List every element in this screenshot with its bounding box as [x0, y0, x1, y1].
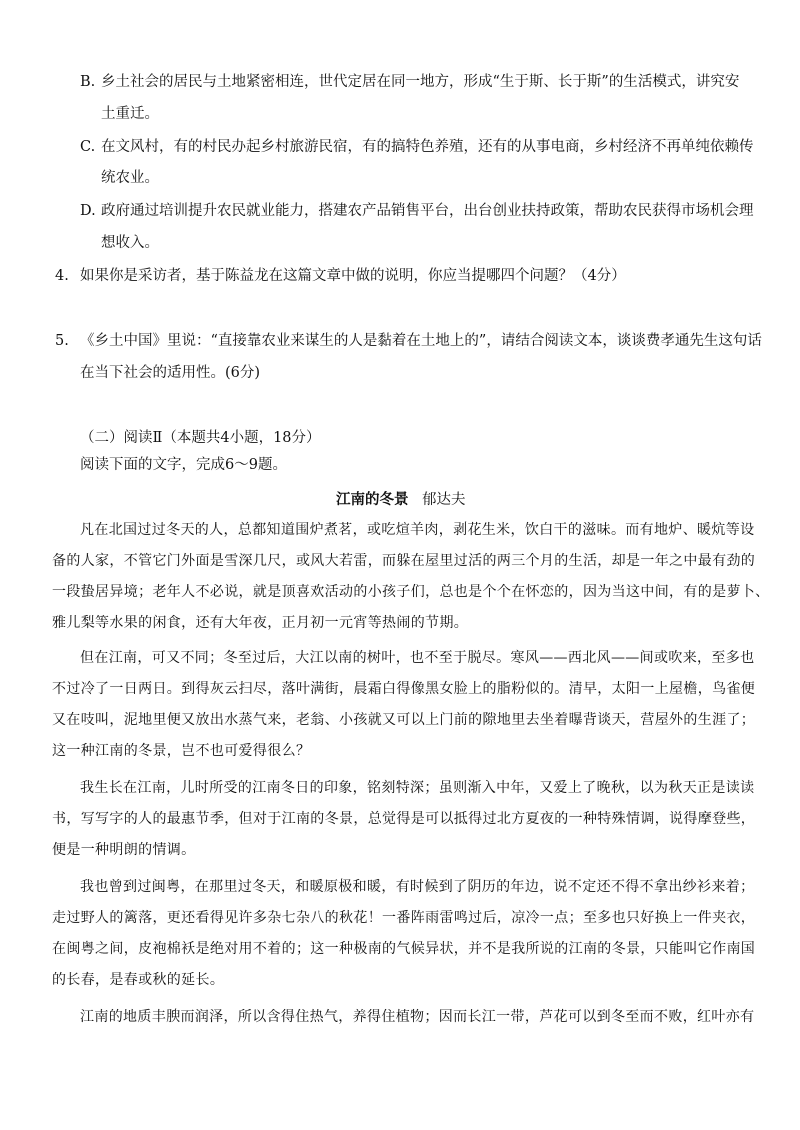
option-d-line-2: 想收入。: [101, 235, 159, 251]
section-2-instruction: 阅读下面的文字，完成6～9题。: [80, 457, 287, 473]
question-5-line-2: 在当下社会的适用性。(6分): [80, 365, 261, 381]
article-line: 我生长在江南，儿时所受的江南冬日的印象，铭刻特深；虽则渐入中年，又爱上了晚秋，以为秋天正是读读: [80, 780, 755, 796]
article-line: 我也曾到过闽粤，在那里过冬天，和暖原极和暖，有时候到了阴历的年边，说不定还不得不拿出纱衫来着；: [80, 879, 755, 895]
option-b-line-2: 土重迁。: [101, 106, 159, 122]
option-d-label: D.: [80, 203, 96, 219]
question-5-line-1: 《乡土中国》里说：“直接靠农业来谋生的人是黏着在土地上的”，请结合阅读文本，谈谈费孝通先生这句话: [80, 333, 762, 349]
option-b-label: B.: [80, 74, 96, 90]
option-c-line-2: 统农业。: [101, 170, 159, 186]
option-d-line-1: 政府通过培训提升农民就业能力，搭建农产品销售平台，出台创业扶持政策，帮助农民获得市场机会理: [101, 203, 754, 219]
article-line: 不过冷了一日两日。到得灰云扫尽，落叶满街，晨霜白得像黑女脸上的脂粉似的。清早，太阳一上屋檐，鸟雀便: [52, 681, 756, 697]
article-line: 这一种江南的冬景，岂不也可爱得很么？: [52, 743, 311, 759]
article-line: 的长春，是春或秋的延长。: [52, 972, 225, 988]
article-line: 但在江南，可又不同；冬至过后，大江以南的树叶，也不至于脱尽。寒风——西北风——间或吹来，至多也: [80, 650, 755, 666]
question-4-text: 如果你是采访者，基于陈益龙在这篇文章中做的说明，你应当提哪四个问题？（4分）: [80, 268, 626, 284]
option-c-label: C.: [80, 139, 96, 155]
section-2-heading: （二）阅读Ⅱ（本题共4小题，18分）: [80, 430, 321, 446]
article-line: 一段蛰居异境；老年人不必说，就是顶喜欢活动的小孩子们，总也是个个在怀恋的，因为当这中间，有的是萝卜、: [52, 584, 770, 600]
question-4-number: 4.: [55, 268, 69, 284]
question-5-number: 5.: [55, 333, 69, 349]
option-c-line-1: 在文风村，有的村民办起乡村旅游民宿，有的搞特色养殖，还有的从事电商，乡村经济不再单纯依赖传: [101, 139, 754, 155]
article-line: 备的人家，不管它门外面是雪深几尺，或风大若雷，而躲在屋里过活的两三个月的生活，却是一年之中最有劲的: [52, 553, 756, 569]
article-line: 走过野人的篱落，更还看得见许多杂七杂八的秋花！一番阵雨雷鸣过后，凉冷一点；至多也只好换上一件夹衣，: [52, 910, 756, 926]
article-line: 江南的地质丰腴而润泽，所以含得住热气，养得住植物；因而长江一带，芦花可以到冬至而不败，红叶亦有: [80, 1009, 755, 1025]
article-title: 江南的冬景: [336, 491, 409, 508]
article-line: 书，写写字的人的最惠节季，但对于江南的冬景，总觉得是可以抵得过北方夏夜的一种特殊情调，说得摩登些，: [52, 811, 756, 827]
article-line: 又在吱叫，泥地里便又放出水蒸气来，老翁、小孩就又可以上门前的隙地里去坐着曝背谈天，营屋外的生涯了；: [52, 712, 756, 728]
article-author: 郁达夫: [422, 492, 466, 508]
article-line: 便是一种明朗的情调。: [52, 842, 196, 858]
article-line: 凡在北国过过冬天的人，总都知道围炉煮茗，或吃煊羊肉，剥花生米，饮白干的滋味。而有地炉、暖炕等设: [80, 522, 755, 538]
article-line: 雅儿梨等水果的闲食，还有大年夜，正月初一元宵等热闹的节期。: [52, 615, 469, 631]
article-line: 在闽粤之间，皮袍棉袄是绝对用不着的；这一种极南的气候异状，并不是我所说的江南的冬景，只能叫它作南国: [52, 941, 756, 957]
option-b-line-1: 乡土社会的居民与土地紧密相连，世代定居在同一地方，形成“生于斯、长于斯”的生活模式，讲究安: [101, 74, 740, 90]
